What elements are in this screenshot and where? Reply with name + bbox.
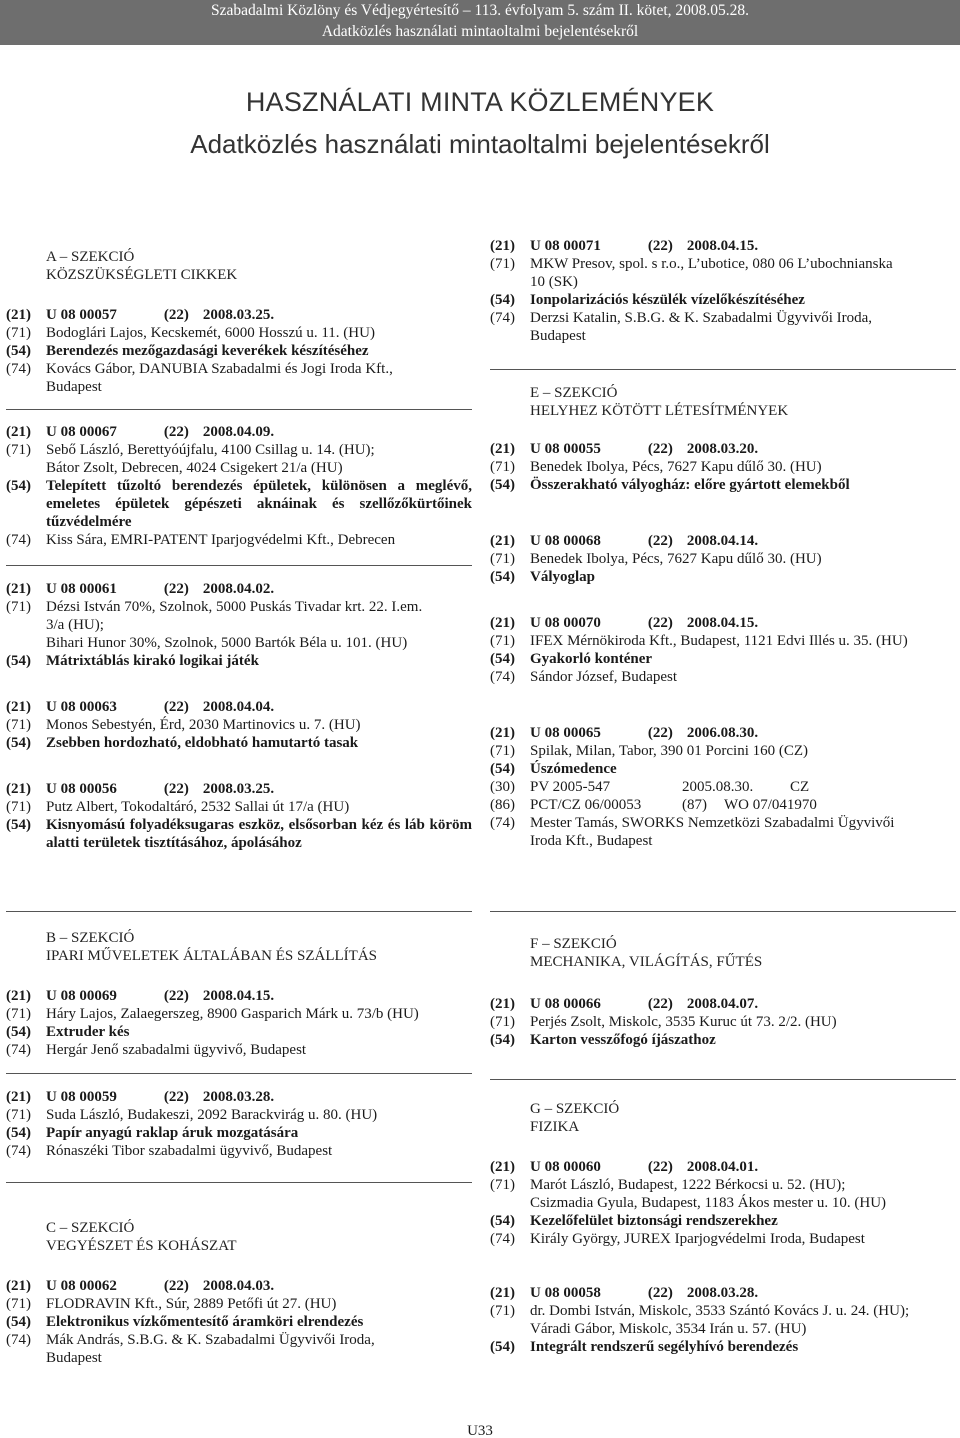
- applicant-row: (71) Dézsi István 70%, Szolnok, 5000 Puskás Tivadar krt. 22. I.em. 3/a (HU); Bihari Hunor 30%, Szolnok, 5000 Bartók Béla u. 101. (HU): [6, 599, 423, 651]
- entry-number-row: (21) U 08 00071 (22) 2008.04.15.: [490, 238, 759, 254]
- applicant-row: (71) Suda László, Budakeszi, 2092 Barackvirág u. 80. (HU): [6, 1107, 378, 1123]
- entry-number-row: (21) U 08 00061 (22) 2008.04.02.: [6, 581, 275, 597]
- section-c-title: C – SZEKCIÓ VEGYÉSZET ÉS KOHÁSZAT: [46, 1220, 237, 1254]
- section-separator: [6, 1182, 472, 1183]
- entry-number-row: (21) U 08 00057 (22) 2008.03.25.: [6, 307, 275, 323]
- title-row: (54) Gyakorló konténer: [490, 651, 653, 667]
- patent-entry: [6, 1277, 472, 1367]
- section-e-title: E – SZEKCIÓ HELYHEZ KÖTÖTT LÉTESÍTMÉNYEK: [530, 385, 789, 419]
- patent-entry: [6, 306, 472, 396]
- entry-number-row: (21) U 08 00065 (22) 2006.08.30.: [490, 725, 759, 741]
- representative-row: (74) Sándor József, Budapest: [490, 669, 678, 685]
- page-subtitle: Adatközlés használati mintaoltalmi bejelentésekről: [190, 129, 770, 159]
- journal-header-line2: Adatközlés használati mintaoltalmi bejelentésekről: [321, 23, 639, 40]
- applicant-row: (71) Bodoglári Lajos, Kecskemét, 6000 Hosszú u. 11. (HU): [6, 325, 375, 341]
- section-separator: [490, 369, 956, 370]
- patent-entry: [490, 532, 956, 586]
- patent-entry: [490, 724, 956, 850]
- title-row: (54) Elektronikus vízkőmentesítő áramköri elrendezés: [6, 1314, 364, 1330]
- applicant-row: (71) Benedek Ibolya, Pécs, 7627 Kapu dűlő 30. (HU): [490, 551, 822, 567]
- entry-number-row: (21) U 08 00066 (22) 2008.04.07.: [490, 996, 759, 1012]
- representative-row: (74) Kovács Gábor, DANUBIA Szabadalmi és Jogi Iroda Kft., Budapest: [6, 361, 393, 395]
- section-g-title: G – SZEKCIÓ FIZIKA: [530, 1101, 620, 1135]
- entry-number-row: (21) U 08 00070 (22) 2008.04.15.: [490, 615, 759, 631]
- title-row: (54) Mátrixtáblás kirakó logikai játék: [6, 653, 259, 669]
- journal-header-bar: [0, 0, 960, 45]
- title-row: (54) Zsebben hordozható, eldobható hamutartó tasak: [6, 735, 359, 751]
- entry-number-row: (21) U 08 00067 (22) 2008.04.09.: [6, 424, 275, 440]
- representative-row: (74) Hergár Jenő szabadalmi ügyvivő, Budapest: [6, 1042, 307, 1058]
- title-row: (54) Papír anyagú raklap áruk mozgatására: [6, 1125, 299, 1141]
- left-column-upper: [6, 248, 472, 852]
- representative-row: (74) Rónaszéki Tibor szabadalmi ügyvivő, Budapest: [6, 1143, 333, 1159]
- applicant-row: (71) Marót László, Budapest, 1222 Bérkocsi u. 52. (HU); Csizmadia Gyula, Budapest, 1183 Ákos mester u. 10. (HU): [490, 1177, 887, 1211]
- right-column-lower: [490, 935, 956, 1356]
- priority-row: (30) PV 2005-547 2005.08.30. CZ: [490, 779, 810, 795]
- patent-entry: [6, 987, 472, 1059]
- entry-separator: [6, 565, 472, 566]
- patent-entry: [6, 423, 472, 549]
- entry-number-row: (21) U 08 00056 (22) 2008.03.25.: [6, 781, 275, 797]
- entry-number-row: (21) U 08 00062 (22) 2008.04.03.: [6, 1278, 275, 1294]
- entry-number-row: (21) U 08 00058 (22) 2008.03.28.: [490, 1285, 759, 1301]
- entry-number-row: (21) U 08 00055 (22) 2008.03.20.: [490, 441, 759, 457]
- section-a-title: A – SZEKCIÓ KÖZSZÜKSÉGLETI CIKKEK: [46, 249, 238, 283]
- page-heading: [0, 86, 960, 161]
- title-row: (54) Telepített tűzoltó berendezés épületek, különösen a meglévő, emeletes épületek gépészeti aknáinak és szellőzőkürtőinek tűzvédelmére: [6, 478, 472, 530]
- applicant-row: (71) dr. Dombi István, Miskolc, 3533 Szántó Kovács J. u. 24. (HU); Váradi Gábor, Miskolc, 3534 Irán u. 57. (HU): [490, 1303, 910, 1337]
- section-b-title: B – SZEKCIÓ IPARI MŰVELETEK ÁLTALÁBAN ÉS SZÁLLÍTÁS: [46, 930, 378, 964]
- applicant-row: (71) Sebő László, Berettyóújfalu, 4100 Csillag u. 14. (HU); Bátor Zsolt, Debrecen, 4024 Csigekert 21/a (HU): [6, 442, 375, 476]
- title-row: (54) Karton vesszőfogó íjászathoz: [490, 1032, 716, 1048]
- section-f-title: F – SZEKCIÓ MECHANIKA, VILÁGÍTÁS, FŰTÉS: [530, 936, 763, 970]
- representative-row: (74) Kiss Sára, EMRI-PATENT Iparjogvédelmi Kft., Debrecen: [6, 532, 396, 548]
- entry-number-row: (21) U 08 00059 (22) 2008.03.28.: [6, 1089, 275, 1105]
- patent-entry: [490, 995, 956, 1049]
- entry-number-row: (21) U 08 00068 (22) 2008.04.14.: [490, 533, 759, 549]
- applicant-row: (71) MKW Presov, spol. s r.o., L’ubotice, 080 06 L’ubochnianska 10 (SK): [490, 256, 893, 290]
- patent-entry: [6, 698, 472, 752]
- applicant-row: (71) Monos Sebestyén, Érd, 2030 Martinovics u. 7. (HU): [6, 717, 361, 733]
- representative-row: (74) Mák András, S.B.G. & K. Szabadalmi Ügyvivői Iroda, Budapest: [6, 1332, 375, 1366]
- patent-entry: [490, 1284, 956, 1356]
- entry-number-row: (21) U 08 00069 (22) 2008.04.15.: [6, 988, 275, 1004]
- representative-row: (74) Derzsi Katalin, S.B.G. & K. Szabadalmi Ügyvivői Iroda, Budapest: [490, 310, 873, 344]
- page-title: HASZNÁLATI MINTA KÖZLEMÉNYEK: [245, 87, 715, 117]
- section-separator: [490, 911, 956, 912]
- entry-separator: [6, 409, 472, 410]
- title-row: (54) Összerakható vályogház: előre gyártott elemekből: [490, 477, 850, 493]
- title-row: (54) Kisnyomású folyadéksugaras eszköz, elsősorban kéz és láb köröm alatti területek tisztításához, ápolásához: [6, 817, 472, 851]
- title-row: (54) Berendezés mezőgazdasági keverékek készítéséhez: [6, 343, 369, 359]
- entry-number-row: (21) U 08 00060 (22) 2008.04.01.: [490, 1159, 759, 1175]
- page-number: U33: [467, 1423, 493, 1438]
- right-column-upper: [490, 237, 956, 850]
- patent-entry: [490, 1158, 956, 1248]
- section-separator: [490, 1079, 956, 1080]
- title-row: (54) Extruder kés: [6, 1024, 130, 1040]
- section-separator: [6, 1073, 472, 1074]
- title-row: (54) Vályoglap: [490, 569, 596, 585]
- representative-row: (74) Mester Tamás, SWORKS Nemzetközi Szabadalmi Ügyvivői Iroda Kft., Budapest: [490, 815, 895, 849]
- applicant-row: (71) Perjés Zsolt, Miskolc, 3535 Kuruc út 73. 2/2. (HU): [490, 1014, 837, 1030]
- patent-entry: [6, 780, 472, 852]
- representative-row: (74) Király György, JUREX Iparjogvédelmi Iroda, Budapest: [490, 1231, 865, 1247]
- patent-entry: [490, 440, 956, 494]
- applicant-row: (71) Háry Lajos, Zalaegerszeg, 8900 Gasparich Márk u. 73/b (HU): [6, 1006, 419, 1022]
- title-row: (54) Kezelőfelület biztonsági rendszerekhez: [490, 1213, 778, 1229]
- applicant-row: (71) Putz Albert, Tokodaltáró, 2532 Sallai út 17/a (HU): [6, 799, 350, 815]
- patent-entry: [6, 580, 472, 670]
- applicant-row: (71) Spilak, Milan, Tabor, 390 01 Porcini 160 (CZ): [490, 743, 809, 759]
- title-row: (54) Ionpolarizációs készülék vízelőkészítéséhez: [490, 292, 805, 308]
- entry-number-row: (21) U 08 00063 (22) 2008.04.04.: [6, 699, 275, 715]
- applicant-row: (71) Benedek Ibolya, Pécs, 7627 Kapu dűlő 30. (HU): [490, 459, 822, 475]
- patent-entry: [6, 1088, 472, 1160]
- patent-entry: [490, 237, 956, 345]
- title-row: (54) Úszómedence: [490, 761, 617, 777]
- patent-entry: [490, 614, 956, 686]
- journal-header-line1: Szabadalmi Közlöny és Védjegyértesítő – 113. évfolyam 5. szám II. kötet, 2008.05.28.: [210, 2, 750, 19]
- title-row: (54) Integrált rendszerű segélyhívó berendezés: [490, 1339, 799, 1355]
- applicant-row: (71) FLODRAVIN Kft., Súr, 2889 Petőfi út 27. (HU): [6, 1296, 337, 1312]
- section-separator: [6, 911, 472, 912]
- left-column-lower: [6, 929, 472, 1367]
- pct-row: (86) PCT/CZ 06/00053 (87) WO 07/041970: [490, 797, 817, 813]
- applicant-row: (71) IFEX Mérnökiroda Kft., Budapest, 1121 Edvi Illés u. 35. (HU): [490, 633, 908, 649]
